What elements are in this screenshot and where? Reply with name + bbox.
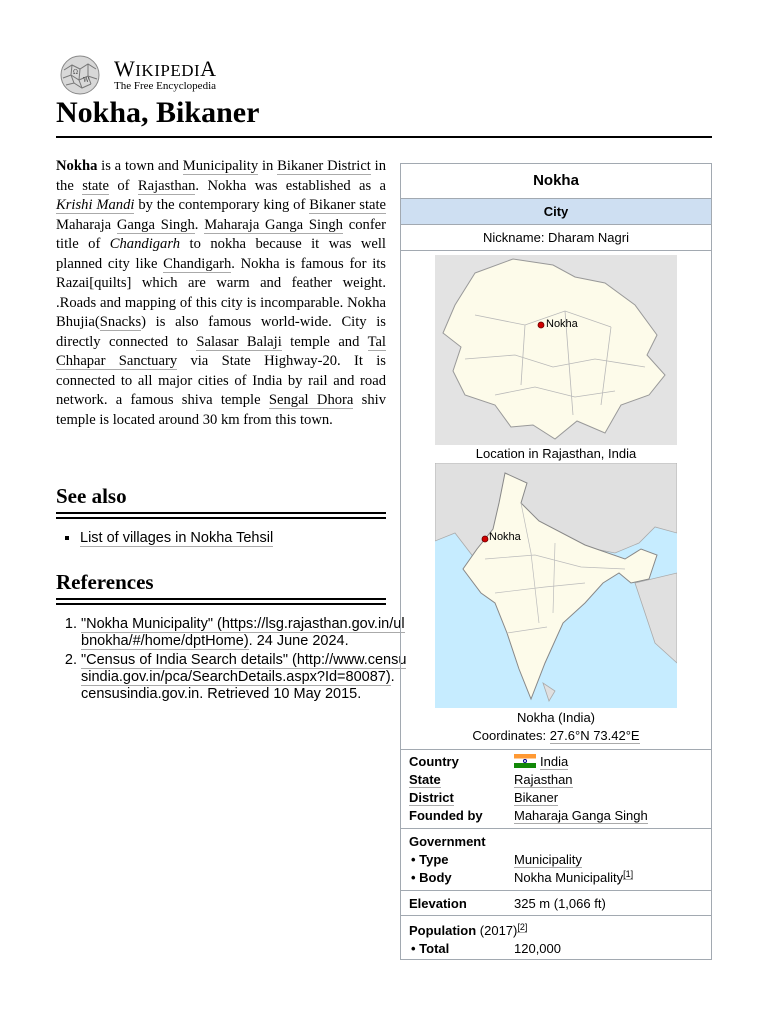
link-bikaner-district[interactable]: Bikaner District [277,158,371,174]
infobox-row-district [401,789,711,807]
infobox-row-government [401,833,711,851]
population-heading [409,922,527,940]
nokha-marker-dot [482,536,488,542]
see-also-divider [56,512,386,519]
reference-item [81,652,411,703]
population-label: Population [409,923,477,938]
link-bikaner-state[interactable]: Bikaner state [309,197,387,213]
lead-text: by the contemporary king of [134,197,310,213]
body-text: Nokha Municipality [514,870,624,885]
map1-marker-label: Nokha [546,318,578,330]
link-founded-by[interactable]: Maharaja Ganga Singh [514,808,648,823]
coordinates-label: Coordinates: [472,728,550,743]
see-also-list [56,530,410,546]
link-rajasthan[interactable]: Rajasthan [137,177,196,194]
wikipedia-globe-icon [56,54,104,96]
rajasthan-locator-map[interactable] [435,255,677,445]
lead-text: shiv temple is located around 30 km from this town. [56,392,386,428]
reference-text: . censusindia.gov.in. Retrieved 10 May 2015. [81,669,395,702]
link-state-label[interactable]: State [409,772,441,787]
title-divider [56,136,712,138]
lead-text: of [108,177,138,194]
country-label: Country [409,754,459,769]
link-sengal-dhora[interactable]: Sengal Dhora [268,392,354,408]
references-heading: References [56,570,154,594]
map1-caption: Location in Rajasthan, India [475,446,637,461]
references-divider [56,598,386,605]
see-also-item [80,530,410,546]
map2-caption: Nokha (India) [516,710,596,725]
infobox [400,163,712,960]
nokha-marker-dot [538,322,544,328]
svg-text:Ω: Ω [73,69,78,76]
reference-link-nokha-municipality[interactable]: "Nokha Municipality" (https://lsg.rajasthan.gov.in/ulbnokha/#/home/dptHome) [81,616,405,649]
india-locator-map[interactable] [435,463,677,708]
link-list-of-villages[interactable]: List of villages in Nokha Tehsil [80,530,274,546]
infobox-section-elevation [401,890,711,915]
infobox-row-population [401,922,711,940]
lead-text: to nokha because it was well planned city like [56,236,386,272]
link-bikaner-value[interactable]: Bikaner [514,790,559,805]
founded-label: Founded by [409,808,483,823]
page-title: Nokha, Bikaner [56,96,260,129]
infobox-section-government [401,828,711,887]
infobox-row-founded [401,807,711,825]
elevation-value: 325 m (1,066 ft) [514,896,606,911]
link-snacks[interactable]: Snacks [99,314,142,330]
link-maharaja-ganga-singh[interactable]: Maharaja Ganga Singh [204,216,343,233]
ref-link-1[interactable]: [1] [623,868,634,879]
link-chandigarh[interactable]: Chandigarh [163,255,232,272]
link-state[interactable]: state [82,177,109,194]
lead-text: is a town and [97,158,183,174]
lead-bold-nokha: Nokha [56,158,98,174]
reference-text: . 24 June 2024. [248,633,349,649]
wikipedia-logo[interactable] [56,54,236,96]
lead-text: . [194,216,205,233]
link-coordinates[interactable]: 27.6°N 73.42°E [549,728,640,743]
lead-text: temple and [281,333,368,350]
rajasthan-map-graphic [435,255,677,445]
link-krishi-mandi[interactable] [56,197,134,214]
total-label: • Total [411,941,450,956]
lead-text: Maharaja [56,216,117,233]
references-list [56,616,411,705]
link-ganga-singh[interactable]: Ganga Singh [116,216,195,233]
infobox-row-type [401,851,711,869]
lead-paragraph [56,157,386,430]
gov-body-label: • Body [411,870,452,885]
see-also-heading: See also [56,484,127,508]
lead-text: . Nokha is famous for its Razai[quilts] which are warm and feather weight. .Roads and mapping of this city is incomparable. Nokha Bhujia( [56,255,386,330]
infobox-type: City [401,199,711,225]
link-rajasthan-value[interactable]: Rajasthan [514,772,573,787]
link-india[interactable]: India [540,754,569,769]
elevation-label: Elevation [409,896,467,911]
lead-italic-chandigarh: Chandigarh [109,236,181,252]
map2-marker-label: Nokha [489,531,521,543]
gov-body-value [514,869,633,887]
infobox-row-country [401,753,711,771]
infobox-title: Nokha [401,164,711,199]
population-year: (2017) [476,923,518,938]
link-municipality-value[interactable]: Municipality [514,852,582,867]
country-value [514,753,568,771]
lead-text: in the [56,158,386,194]
coordinates-line [401,727,711,745]
link-municipality[interactable]: Municipality [182,158,259,174]
wikipedia-wordmark: WIKIPEDIA [114,56,217,81]
lead-text: ) is also famous world-wide. City is directly connected to [56,314,386,350]
infobox-nickname: Nickname: Dharam Nagri [401,225,711,251]
india-flag-icon [514,754,536,768]
infobox-row-body [401,869,711,887]
link-tal-chhapar-sanctuary[interactable]: Tal Chhapar Sanctuary [56,333,386,369]
infobox-row-elevation [401,895,711,913]
lead-text: confer title of [56,216,387,252]
infobox-section-location [401,749,711,825]
india-map-graphic [435,463,677,708]
ref-link-2[interactable]: [2] [517,921,528,932]
link-krishi-mandi-text: Krishi Mandi [56,197,135,213]
lead-text: . Nokha was established as a [195,177,386,194]
svg-text:W: W [83,77,90,84]
link-district-label[interactable]: District [409,790,454,805]
lead-text: via State Highway-20. It is connected to all major cities of India by rail and road network. a famous shiva temple [56,353,386,408]
infobox-row-state [401,771,711,789]
government-label: Government [409,834,486,849]
gov-type-label: • Type [411,852,449,867]
total-value: 120,000 [514,941,561,956]
infobox-section-population [401,915,711,958]
infobox-row-total [401,940,711,958]
link-salasar-balaji[interactable]: Salasar Balaji [196,333,282,350]
reference-link-census[interactable]: "Census of India Search details" (http://www.censusindia.gov.in/pca/SearchDetails.aspx?Id=80087) [81,652,407,685]
lead-text: in [258,158,278,174]
wikipedia-tagline: The Free Encyclopedia [114,80,217,92]
reference-item [81,616,411,650]
